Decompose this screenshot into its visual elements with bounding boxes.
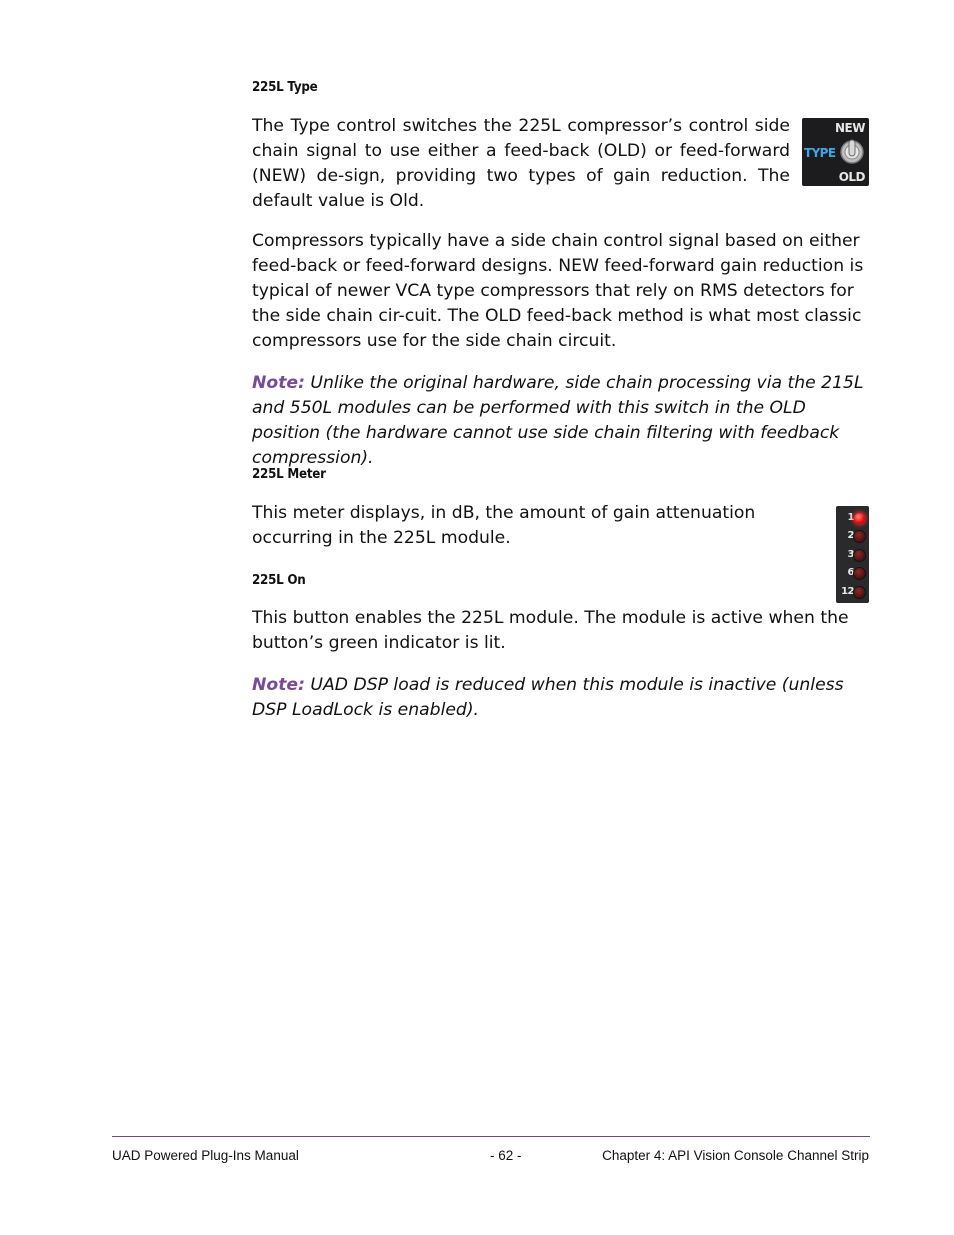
heading-225l-on: 225L On	[252, 573, 306, 588]
note-label: Note:	[252, 373, 305, 393]
type-switch-old-label: OLD	[838, 170, 865, 184]
note-label: Note:	[252, 675, 305, 695]
meter-led-icon	[854, 550, 865, 561]
meter-description: This meter displays, in dB, the amount of gain attenuation occurring in the 225L module.	[252, 503, 756, 548]
meter-scale-label: 12	[841, 585, 854, 597]
footer-divider	[112, 1136, 870, 1137]
note-text: UAD DSP load is reduced when this module is inactive (unless DSP LoadLock is enabled).	[252, 675, 844, 720]
footer-page-number: - 62 -	[490, 1148, 522, 1163]
meter-scale-label: 3	[847, 548, 854, 560]
note-text: Unlike the original hardware, side chain processing via the 215L and 550L modules can be performed with this switch in the OLD position (the hardware cannot use side chain filtering with feedback compression).	[252, 373, 864, 468]
meter-row	[836, 510, 869, 528]
on-note	[252, 673, 870, 723]
heading-225l-meter: 225L Meter	[252, 467, 326, 482]
meter-row	[836, 584, 869, 602]
meter-row	[836, 565, 869, 583]
type-switch-new-label: NEW	[835, 121, 865, 135]
type-note	[252, 371, 870, 471]
meter-led-icon	[854, 531, 865, 542]
toggle-switch-icon	[838, 136, 866, 168]
meter-row	[836, 547, 869, 565]
footer-manual-title: UAD Powered Plug-Ins Manual	[112, 1148, 299, 1163]
meter-scale-label: 1	[847, 512, 854, 523]
type-description: The Type control switches the 225L compressor’s control side chain signal to use either a feed-back (OLD) or feed-forward (NEW) de-sign, providing two types of gain reduction. The default value is Old.	[252, 116, 790, 211]
meter-row	[836, 528, 869, 546]
meter-led-icon	[854, 513, 865, 524]
type-switch-image	[802, 118, 869, 186]
meter-scale-label: 2	[847, 530, 854, 542]
meter-led-icon	[854, 587, 865, 598]
feedback-feedforward-description: Compressors typically have a side chain control signal based on either feed-back or feed-forward designs. NEW feed-forward gain reduction is typical of newer VCA type compressors that rely on RMS detectors for the side chain cir-cuit. The OLD feed-back method is what most classic compressors use for the side chain circuit.	[252, 231, 864, 351]
meter-scale-label: 6	[847, 567, 854, 579]
heading-225l-type: 225L Type	[252, 80, 318, 95]
meter-led-icon	[854, 568, 865, 579]
gain-reduction-meter-image	[836, 506, 869, 603]
on-description: This button enables the 225L module. The module is active when the button’s green indicator is lit.	[252, 608, 849, 653]
type-switch-type-label: TYPE	[804, 146, 836, 160]
footer-chapter-title: Chapter 4: API Vision Console Channel Strip	[602, 1148, 869, 1163]
